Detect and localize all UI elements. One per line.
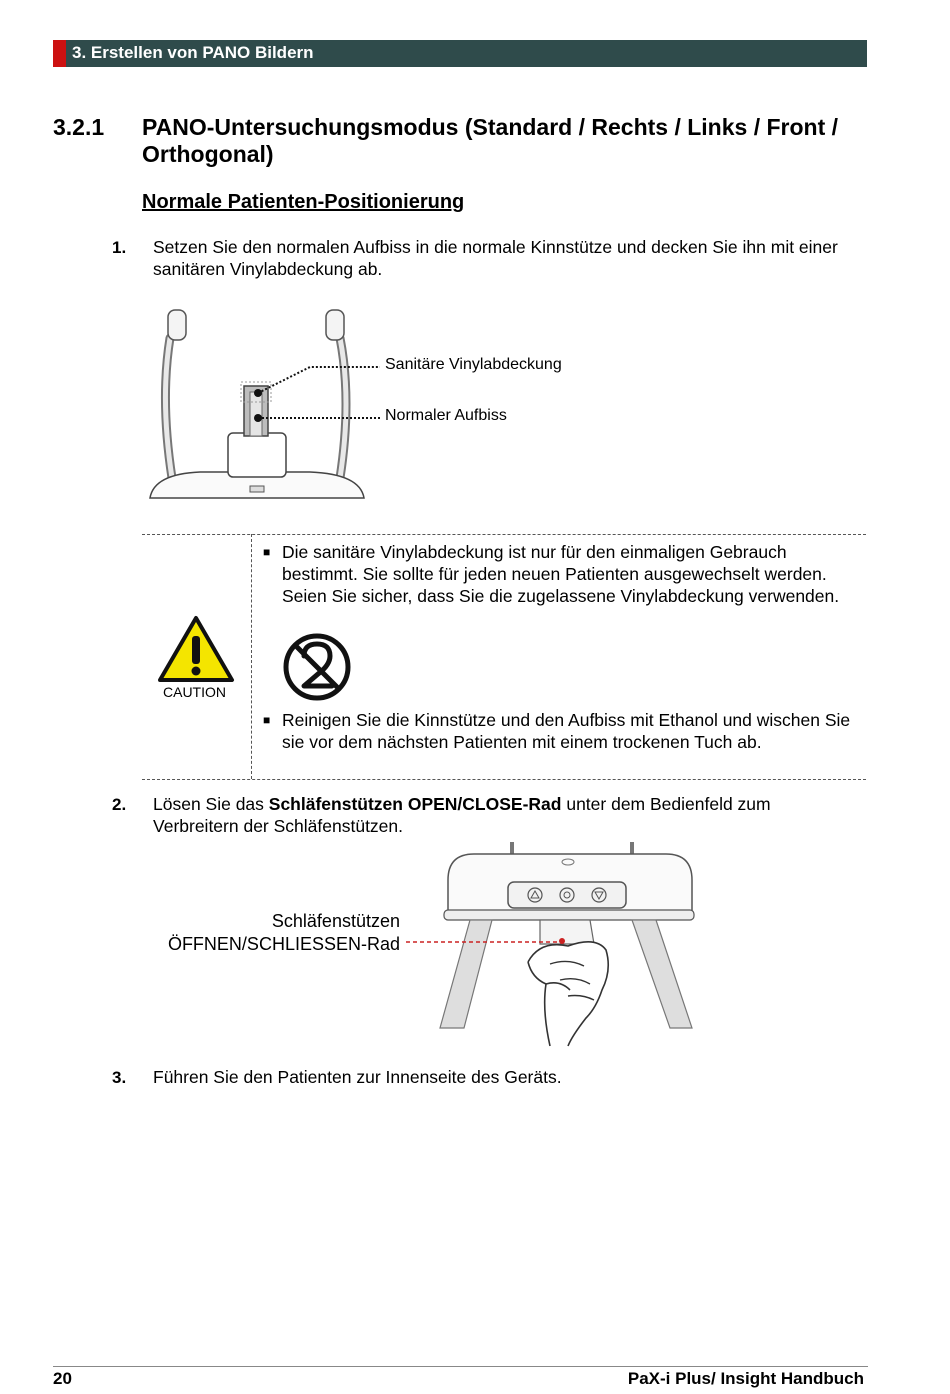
step-1-text: Setzen Sie den normalen Aufbiss in die normale Kinnstütze und decken Sie ihn mit einer sanitären Vinylabdeckung ab. [153, 237, 838, 279]
chin-rest-illustration [140, 300, 590, 510]
footer-divider [53, 1366, 868, 1367]
caution-bottom-divider [142, 779, 866, 780]
caution-warning-icon [157, 614, 235, 684]
caution-label: CAUTION [163, 684, 226, 700]
single-use-icon [282, 632, 352, 702]
label-vinyl-cover: Sanitäre Vinylabdeckung [385, 356, 562, 373]
wheel-leader-line [400, 934, 570, 948]
footer-manual-title: PaX-i Plus/ Insight Handbuch [627, 1369, 864, 1388]
section-number: 3.2.1 [53, 114, 105, 140]
step-3-number: 3. [112, 1068, 127, 1087]
section-title: PANO-Untersuchungsmodus (Standard / Rechts / Links / Front / Orthogonal) [142, 114, 839, 167]
chapter-header-title: 3. Erstellen von PANO Bildern [72, 43, 314, 62]
label-temple-wheel-line1: Schläfenstützen [271, 911, 400, 931]
step-2-number: 2. [112, 795, 127, 814]
bullet-marker-2: ■ [263, 713, 271, 727]
step-3-text: Führen Sie den Patienten zur Innenseite des Geräts. [153, 1067, 562, 1087]
label-temple-wheel [150, 910, 400, 956]
step-1-number: 1. [112, 238, 127, 257]
caution-bullet-1: Die sanitäre Vinylabdeckung ist nur für den einmaligen Gebrauch bestimmt. Sie sollte für jeden neuen Patienten ausgewechselt werden. Seien Sie sicher, dass Sie die zugelassene Vinylabdeckung verwenden. [282, 542, 840, 606]
caution-column-divider [251, 534, 252, 779]
page-number: 20 [53, 1369, 72, 1388]
step-2-bold-term: Schläfenstützen OPEN/CLOSE-Rad [268, 794, 562, 814]
caution-bullet-2: Reinigen Sie die Kinnstütze und den Aufbiss mit Ethanol und wischen Sie sie vor dem nächsten Patienten mit einem trockenen Tuch ab. [282, 710, 851, 752]
subheading: Normale Patienten-Positionierung [142, 191, 465, 213]
bullet-marker-1: ■ [263, 545, 271, 559]
chapter-header-accent [53, 40, 66, 67]
label-bite-block: Normaler Aufbiss [385, 407, 507, 424]
label-temple-wheel-line2: ÖFFNEN/SCHLIESSEN-Rad [167, 934, 400, 954]
step-2-text: Lösen Sie das Schläfenstützen OPEN/CLOSE-Rad unter dem Bedienfeld zum Verbreitern der Schläfenstützen. [153, 794, 771, 836]
